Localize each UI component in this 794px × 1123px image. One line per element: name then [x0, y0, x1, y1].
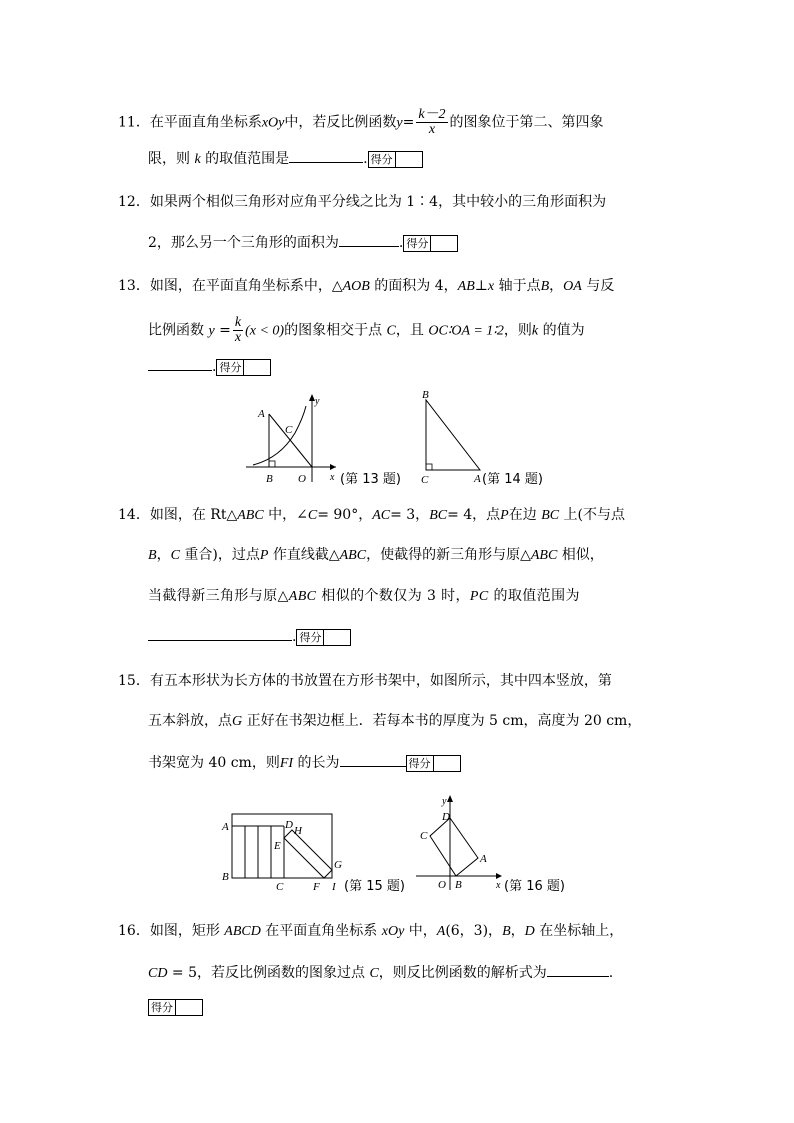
score-box[interactable]: 得分: [368, 151, 423, 168]
point-label: B: [266, 473, 273, 485]
figure-16-caption: (第 16 题): [504, 879, 565, 894]
score-box[interactable]: 得分: [216, 359, 271, 376]
score-box[interactable]: 得分: [403, 235, 458, 252]
answer-blank[interactable]: [547, 962, 609, 977]
q13-line3: . 得分: [148, 356, 271, 377]
point-label: B: [422, 389, 429, 401]
figure-16: [412, 790, 508, 894]
axis-label: y: [442, 796, 447, 807]
point-label: G: [334, 859, 342, 871]
question-number: 15．: [118, 673, 150, 689]
q12-line1: 12．如果两个相似三角形对应角平分线之比为 1∶4，其中较小的三角形面积为: [118, 194, 607, 210]
q15-line2: 五本斜放，点G 正好在书架边框上．若每本书的厚度为 5 cm，高度为 20 cm，: [148, 713, 642, 729]
point-label: C: [421, 474, 429, 486]
axis-label: x: [330, 472, 335, 483]
point-label: C: [276, 881, 284, 892]
score-box[interactable]: 得分: [296, 629, 351, 646]
q14-line4: . 得分: [148, 626, 351, 647]
question-number: 16．: [118, 923, 150, 939]
figure-15: [218, 808, 348, 892]
point-label: B: [455, 879, 462, 891]
answer-blank[interactable]: [148, 626, 292, 641]
q12-line2: 2，那么另一个三角形的面积为 . 得分: [148, 232, 458, 253]
axis-label: x: [496, 880, 501, 891]
point-label: D: [442, 811, 450, 823]
figure-15-caption: (第 15 题): [344, 879, 405, 894]
point-label: O: [438, 879, 446, 891]
point-label: H: [294, 825, 302, 837]
point-label: A: [222, 821, 229, 833]
point-label: O: [298, 473, 306, 485]
q14-line2: B，C 重合)，过点P 作直线截△ABC，使截得的新三角形与原△ABC 相似，: [148, 547, 604, 563]
q13-line2: 比例函数 y = $\frac{k}{x}$ (x < 0)的图象相交于点 C，且 OC∶OA = 1∶2，则k 的值为: [148, 315, 585, 345]
point-label: B: [222, 871, 229, 883]
q16-line2: CD = 5，若反比例函数的图象过点 C，则反比例函数的解析式为 .: [148, 962, 613, 984]
point-label: C: [285, 424, 293, 436]
point-label: D: [285, 819, 293, 831]
q16-line3: [148, 997, 203, 1017]
question-number: 13．: [118, 278, 150, 294]
q16-line1: 16．如图，矩形 ABCD 在平面直角坐标系 xOy 中，A(6，3)，B，D 在坐标轴上，: [118, 923, 624, 939]
answer-blank[interactable]: [339, 232, 399, 247]
axis-label: y: [315, 396, 320, 407]
point-label: I: [332, 881, 336, 892]
q14-line1: 14．如图，在 Rt△ABC 中，∠C= 90°，AC= 3，BC= 4，点P在边 BC 上(不与点: [118, 507, 625, 523]
point-label: E: [274, 840, 281, 852]
figure-14-caption: (第 14 题): [482, 472, 543, 487]
fraction: $\frac{k}{x}$: [234, 315, 242, 345]
q14-line3: 当截得新三角形与原△ABC 相似的个数仅为 3 时，PC 的取值范围为: [148, 588, 580, 604]
point-label: A: [480, 853, 487, 865]
answer-blank[interactable]: [289, 148, 363, 163]
point-label: A: [474, 473, 481, 485]
point-label: C: [420, 830, 428, 842]
question-number: 12．: [118, 194, 150, 210]
q13-line1: 13．如图，在平面直角坐标系中，△AOB 的面积为 4，AB⊥x 轴于点B，OA 与反: [118, 278, 615, 294]
q15-line1: 15．有五本形状为长方体的书放置在方形书架中，如图所示，其中四本竖放，第: [118, 673, 612, 689]
question-number: 14．: [118, 507, 150, 523]
answer-blank[interactable]: [148, 356, 212, 371]
answer-blank[interactable]: [340, 752, 406, 767]
fraction: $\frac{k-2}{x}$: [418, 107, 446, 137]
q11-line1: 11．在平面直角坐标系xOy中，若反比例函数y= $\frac{k-2}{x}$ 的图象位于第二、第四象: [118, 107, 604, 137]
point-label: F: [313, 881, 320, 892]
question-number: 11．: [118, 114, 150, 131]
score-box[interactable]: 得分: [406, 755, 461, 772]
point-label: A: [258, 408, 265, 420]
figure-13-caption: (第 13 题): [340, 472, 401, 487]
q11-line2: 限，则 k 的取值范围是 . 得分: [148, 148, 423, 170]
q15-line3: 书架宽为 40 cm，则FI 的长为 得分: [148, 752, 461, 774]
score-box[interactable]: 得分: [148, 999, 203, 1016]
